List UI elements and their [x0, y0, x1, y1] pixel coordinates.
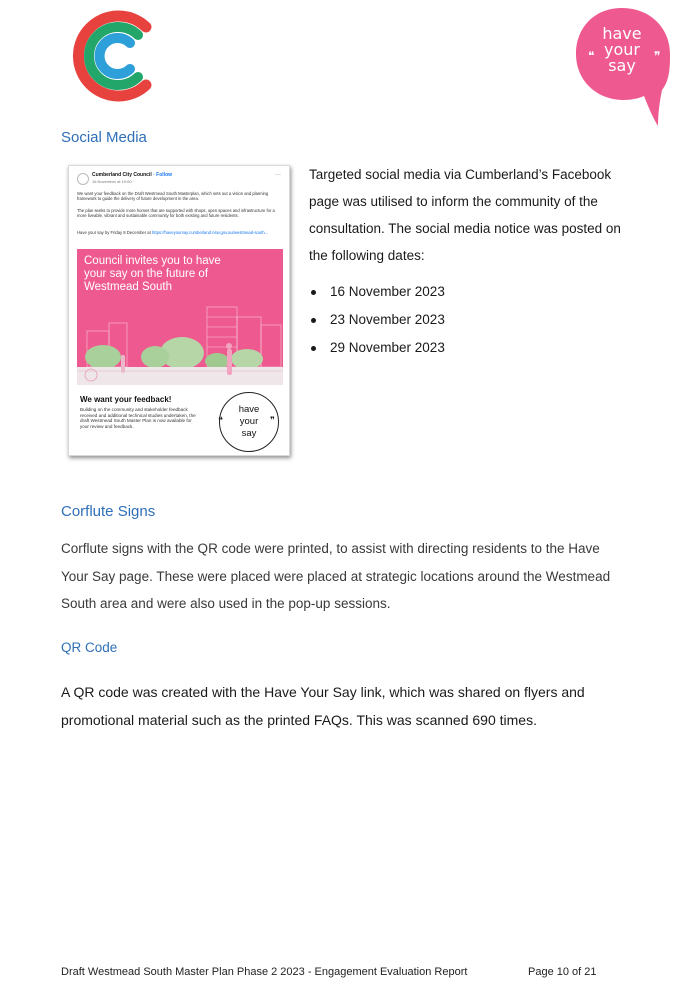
feedback-text: Building on the community and stakeholder feedback received and additional technical studies undertaken, the draft Westmead South Master Plan is now available for your review and feedback. [80, 407, 196, 429]
badge-line-your: your [239, 416, 259, 427]
facebook-page-name: Cumberland City Council [92, 172, 152, 178]
list-item: 16 November 2023 [309, 278, 445, 306]
social-media-intro: Targeted social media via Cumberland’s Facebook page was utilised to inform the community of the consultation. The social media notice was posted on the following dates: [309, 167, 621, 263]
svg-text:❞: ❞ [654, 49, 661, 63]
post-dates-list [309, 278, 445, 362]
facebook-post-image [68, 165, 290, 456]
social-media-heading: Social Media [61, 129, 147, 146]
feedback-panel [77, 385, 283, 456]
post-text-3-body: Have your say by Friday 8 December at [77, 230, 152, 235]
list-item: 29 November 2023 [309, 334, 445, 362]
more-options-icon: ··· [275, 172, 281, 178]
post-text-2: The plan seeks to provide more homes that are supported with shops, open spaces and infrastructure for a more liveable, vibrant and sustainable community for both existing and future residents. [77, 208, 275, 219]
post-banner [77, 249, 283, 456]
have-your-say-badge [219, 392, 279, 452]
hys-line-your: your [604, 40, 640, 59]
list-item: 23 November 2023 [309, 306, 445, 334]
footer-report-title: Draft Westmead South Master Plan Phase 2 2023 - Engagement Evaluation Report [61, 966, 468, 978]
svg-text:❝: ❝ [588, 49, 595, 63]
footer-page-number: Page 10 of 21 [528, 966, 597, 978]
hys-line-have: have [602, 24, 642, 43]
cumberland-council-logo-icon [66, 5, 158, 105]
banner-title: Council invites you to have your say on the future of Westmead South [84, 255, 221, 293]
streetscape-illustration-icon [77, 305, 283, 387]
follow-link: · Follow [153, 172, 173, 178]
post-date: 16 November at 19:00 · [92, 179, 135, 184]
post-link: https://haveyoursay.cumberland.nsw.gov.au/westmead-south... [151, 230, 269, 235]
qr-code-text: A QR code was created with the Have Your Say link, which was shared on flyers and promotional material such as the printed FAQs. This was scanned 690 times. [61, 684, 585, 728]
council-avatar [77, 173, 89, 185]
facebook-post-header [77, 172, 283, 188]
badge-line-have: have [238, 404, 260, 415]
hys-line-say: say [608, 56, 636, 75]
badge-line-say: say [241, 428, 257, 439]
corflute-signs-heading: Corflute Signs [61, 503, 156, 520]
post-text-3 [77, 230, 283, 235]
qr-code-heading: QR Code [61, 640, 118, 655]
feedback-title: We want your feedback! [80, 395, 172, 404]
post-text-1: We want your feedback on the Draft Westmead South Masterplan, which sets out a vision and planning framework to guide the delivery of future development in the area. [77, 191, 269, 202]
open-quote-icon: ❝ [218, 415, 223, 425]
have-your-say-logo [570, 4, 674, 128]
corflute-signs-text: Corflute signs with the QR code were printed, to assist with directing residents to the Have Your Say page. These were placed were placed at strategic locations around the Westmead South area and were also used in the pop-up sessions. [61, 541, 611, 611]
close-quote-icon: ❞ [270, 415, 275, 425]
